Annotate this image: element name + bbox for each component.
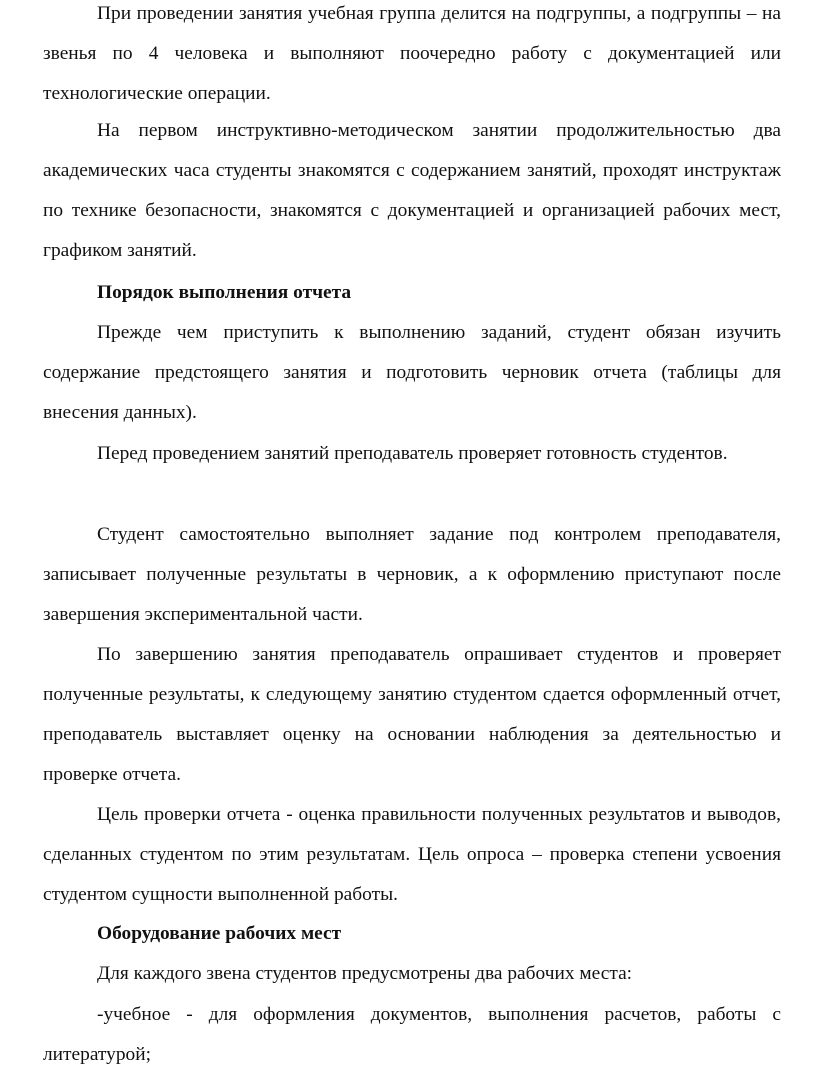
paragraph-assessment: По завершению занятия преподаватель опрашивает студентов и проверяет полученные результаты, к следующему занятию студентом сдается оформленный отчет, преподаватель выставляет оценку на основании наблюдения за деятельностью и проверке отчета. (43, 644, 781, 785)
heading-workplace-equipment: Оборудование рабочих мест (97, 923, 342, 944)
paragraph-two-workplaces: Для каждого звена студентов предусмотрены два рабочих места: (97, 963, 633, 984)
paragraph-readiness-check: Перед проведением занятий преподаватель проверяет готовность студентов. (97, 443, 728, 464)
paragraph-check-purpose: Цель проверки отчета - оценка правильности полученных результатов и выводов, сделанных студентом по этим результатам. Цель опроса – проверка степени усвоения студентом сущности выполненной работы. (43, 804, 781, 905)
heading-report-procedure: Порядок выполнения отчета (97, 282, 352, 303)
paragraph-preparation: Прежде чем приступить к выполнению заданий, студент обязан изучить содержание предстоящего занятия и подготовить черновик отчета (таблицы для внесения данных). (43, 322, 781, 423)
paragraph-study-workplace: -учебное - для оформления документов, выполнения расчетов, работы с литературой; (43, 1004, 781, 1065)
paragraph-first-session: На первом инструктивно-методическом занятии продолжительностью два академических часа студенты знакомятся с содержанием занятий, проходят инструктаж по технике безопасности, знакомятся с документацией и организацией рабочих мест, графиком занятий. (43, 120, 781, 261)
paragraph-subgroups: При проведении занятия учебная группа делится на подгруппы, а подгруппы – на звенья по 4 человека и выполняют поочередно работу с документацией или технологические операции. (43, 3, 781, 104)
paragraph-independent-work: Студент самостоятельно выполняет задание под контролем преподавателя, записывает полученные результаты в черновик, а к оформлению приступают после завершения экспериментальной части. (43, 524, 781, 625)
